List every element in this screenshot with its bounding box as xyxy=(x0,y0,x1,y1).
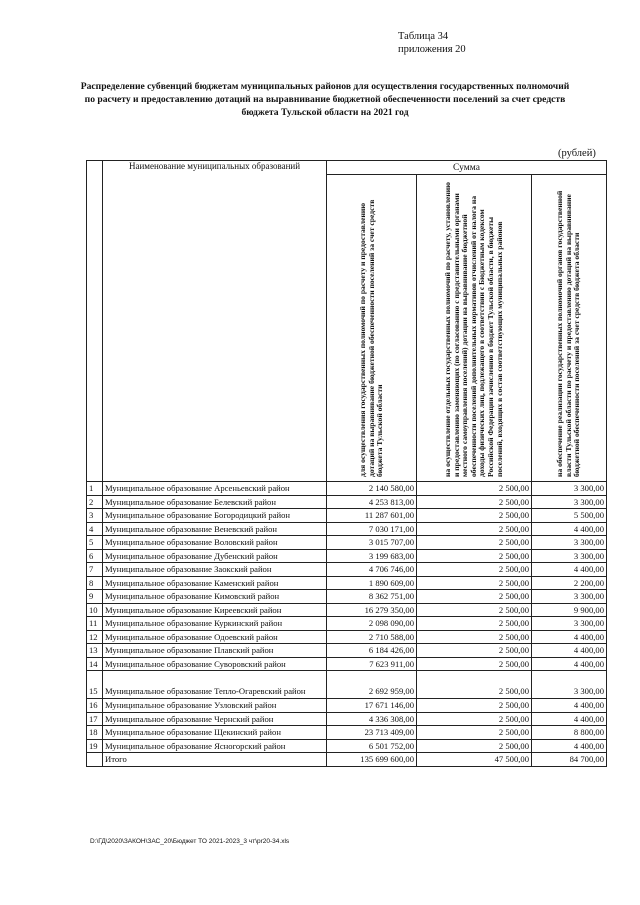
row-value-1: 4 253 813,00 xyxy=(327,495,417,509)
row-value-1: 3 199 683,00 xyxy=(327,549,417,563)
row-number: 4 xyxy=(87,522,103,536)
row-number: 14 xyxy=(87,657,103,671)
row-value-1: 11 287 601,00 xyxy=(327,509,417,523)
header-sub-3 xyxy=(532,175,607,482)
header-sub-2-text: на осуществление отдельных государственных полномочий по расчету, установлению и предоставлению заменяющих (по согласованию с представительными органами местного самоуправления поселений) дотации на выравнивание бюджетной обеспеченности поселений дополнительных нормативов отчислений от налога на доходы физических лиц, подлежащего в соответствии с Бюджетным кодексом Российской Федерации зачислению в бюджет Тульской области, в бюджеты поселений, входящих в состав соответствующих муниципальных районов xyxy=(443,182,504,477)
table-row xyxy=(87,590,607,604)
table-row xyxy=(87,671,607,699)
row-value-2: 2 500,00 xyxy=(417,522,532,536)
row-number: 3 xyxy=(87,509,103,523)
row-value-1: 7 030 171,00 xyxy=(327,522,417,536)
row-value-1: 1 890 609,00 xyxy=(327,576,417,590)
row-value-3: 2 200,00 xyxy=(532,576,607,590)
row-number: 1 xyxy=(87,482,103,496)
title-line-2: по расчету и предоставлению дотаций на выравнивание бюджетной обеспеченности поселений за счет средств xyxy=(84,94,566,105)
table-row xyxy=(87,495,607,509)
row-value-2: 2 500,00 xyxy=(417,699,532,713)
row-value-2: 2 500,00 xyxy=(417,630,532,644)
header-sub-2 xyxy=(417,175,532,482)
row-number: 2 xyxy=(87,495,103,509)
row-name: Муниципальное образование Суворовский район xyxy=(103,657,327,671)
row-value-3: 4 400,00 xyxy=(532,630,607,644)
row-number: 16 xyxy=(87,699,103,713)
row-value-2: 2 500,00 xyxy=(417,576,532,590)
row-value-1: 16 279 350,00 xyxy=(327,603,417,617)
row-value-3: 4 400,00 xyxy=(532,657,607,671)
row-number: 8 xyxy=(87,576,103,590)
row-value-2: 2 500,00 xyxy=(417,482,532,496)
row-number: 12 xyxy=(87,630,103,644)
table-row xyxy=(87,644,607,658)
total-value-2: 47 500,00 xyxy=(417,753,532,767)
row-name: Муниципальное образование Киреевский район xyxy=(103,603,327,617)
row-value-2: 2 500,00 xyxy=(417,495,532,509)
row-name: Муниципальное образование Каменский район xyxy=(103,576,327,590)
row-number: 5 xyxy=(87,536,103,550)
row-value-3: 3 300,00 xyxy=(532,671,607,699)
row-value-1: 23 713 409,00 xyxy=(327,726,417,740)
units-label: (рублей) xyxy=(558,148,596,159)
table-number: Таблица 34 xyxy=(398,31,449,42)
row-value-3: 3 300,00 xyxy=(532,549,607,563)
table-row xyxy=(87,712,607,726)
row-value-1: 7 623 911,00 xyxy=(327,657,417,671)
document-title xyxy=(70,80,580,119)
table-row xyxy=(87,699,607,713)
row-value-1: 6 501 752,00 xyxy=(327,739,417,753)
row-value-2: 2 500,00 xyxy=(417,644,532,658)
row-value-2: 2 500,00 xyxy=(417,536,532,550)
row-number: 9 xyxy=(87,590,103,604)
row-value-1: 17 671 146,00 xyxy=(327,699,417,713)
header-sum: Сумма xyxy=(327,161,607,175)
row-value-2: 2 500,00 xyxy=(417,617,532,631)
row-name: Муниципальное образование Арсеньевский район xyxy=(103,482,327,496)
row-name: Муниципальное образование Плавский район xyxy=(103,644,327,658)
table-body xyxy=(87,482,607,767)
table-row xyxy=(87,576,607,590)
row-number: 15 xyxy=(87,671,103,699)
row-name: Муниципальное образование Белевский район xyxy=(103,495,327,509)
row-value-1: 2 710 588,00 xyxy=(327,630,417,644)
row-value-1: 4 336 308,00 xyxy=(327,712,417,726)
table-row xyxy=(87,509,607,523)
row-value-1: 6 184 426,00 xyxy=(327,644,417,658)
header-sub-3-text: на обеспечение реализации государственных полномочий органов государственной власти Тульской области по расчету и предоставлению дотаций на выравнивание бюджетной обеспеченности поселений за счет средств бюджета области xyxy=(555,190,582,477)
row-value-3: 9 900,00 xyxy=(532,603,607,617)
file-path-footer: D:\ГД\2020\ЗАКОН\ЗАС_20\Бюджет ТО 2021-2023_3 чт\pr20-34.xls xyxy=(90,838,290,845)
row-number: 17 xyxy=(87,712,103,726)
row-value-3: 4 400,00 xyxy=(532,699,607,713)
row-number: 19 xyxy=(87,739,103,753)
table-row xyxy=(87,522,607,536)
title-line-3: бюджета Тульской области на 2021 год xyxy=(241,107,409,118)
row-name: Муниципальное образование Одоевский район xyxy=(103,630,327,644)
distribution-table xyxy=(86,160,607,767)
row-number: 7 xyxy=(87,563,103,577)
row-name: Муниципальное образование Дубенский район xyxy=(103,549,327,563)
row-value-2: 2 500,00 xyxy=(417,671,532,699)
header-name: Наименование муниципальных образований xyxy=(103,161,327,482)
row-value-1: 2 098 090,00 xyxy=(327,617,417,631)
row-name: Муниципальное образование Тепло-Огаревский район xyxy=(103,671,327,699)
row-value-3: 4 400,00 xyxy=(532,563,607,577)
table-row xyxy=(87,563,607,577)
row-value-2: 2 500,00 xyxy=(417,590,532,604)
row-name: Муниципальное образование Щекинский район xyxy=(103,726,327,740)
row-name: Муниципальное образование Чернский район xyxy=(103,712,327,726)
row-value-2: 2 500,00 xyxy=(417,549,532,563)
row-number: 11 xyxy=(87,617,103,631)
row-value-2: 2 500,00 xyxy=(417,603,532,617)
table-row xyxy=(87,657,607,671)
row-name: Муниципальное образование Богородицкий район xyxy=(103,509,327,523)
row-value-3: 3 300,00 xyxy=(532,482,607,496)
table-row xyxy=(87,726,607,740)
row-value-2: 2 500,00 xyxy=(417,726,532,740)
row-value-2: 2 500,00 xyxy=(417,509,532,523)
row-value-3: 4 400,00 xyxy=(532,739,607,753)
row-name: Муниципальное образование Воловский район xyxy=(103,536,327,550)
row-name: Муниципальное образование Куркинский район xyxy=(103,617,327,631)
row-value-2: 2 500,00 xyxy=(417,739,532,753)
row-value-2: 2 500,00 xyxy=(417,712,532,726)
row-value-1: 2 692 959,00 xyxy=(327,671,417,699)
row-value-1: 3 015 707,00 xyxy=(327,536,417,550)
row-value-3: 4 400,00 xyxy=(532,522,607,536)
table-row xyxy=(87,603,607,617)
total-number xyxy=(87,753,103,767)
table-row xyxy=(87,630,607,644)
row-value-1: 8 362 751,00 xyxy=(327,590,417,604)
row-value-3: 3 300,00 xyxy=(532,617,607,631)
table-row xyxy=(87,739,607,753)
row-name: Муниципальное образование Узловский район xyxy=(103,699,327,713)
row-value-1: 4 706 746,00 xyxy=(327,563,417,577)
row-name: Муниципальное образование Ясногорский район xyxy=(103,739,327,753)
row-number: 6 xyxy=(87,549,103,563)
row-value-3: 4 400,00 xyxy=(532,712,607,726)
row-value-2: 2 500,00 xyxy=(417,563,532,577)
total-value-1: 135 699 600,00 xyxy=(327,753,417,767)
appendix-label: приложения 20 xyxy=(398,44,466,55)
row-name: Муниципальное образование Кимовский район xyxy=(103,590,327,604)
total-row xyxy=(87,753,607,767)
row-value-3: 5 500,00 xyxy=(532,509,607,523)
row-value-3: 3 300,00 xyxy=(532,590,607,604)
row-number: 13 xyxy=(87,644,103,658)
row-value-3: 3 300,00 xyxy=(532,495,607,509)
total-value-3: 84 700,00 xyxy=(532,753,607,767)
header-sub-1 xyxy=(327,175,417,482)
table-caption xyxy=(398,30,466,56)
row-value-3: 3 300,00 xyxy=(532,536,607,550)
row-number: 10 xyxy=(87,603,103,617)
header-number-cell xyxy=(87,161,103,482)
header-sub-1-text: для осуществления государственных полномочий по расчету и предоставлению дотаций на выравнивание бюджетной обеспеченности поселений за счет средств бюджета Тульской области xyxy=(357,199,384,477)
row-value-3: 4 400,00 xyxy=(532,644,607,658)
title-line-1: Распределение субвенций бюджетам муниципальных районов для осуществления государственных полномочий xyxy=(80,81,570,92)
row-value-3: 8 800,00 xyxy=(532,726,607,740)
row-name: Муниципальное образование Веневский район xyxy=(103,522,327,536)
total-label: Итого xyxy=(103,753,327,767)
row-value-2: 2 500,00 xyxy=(417,657,532,671)
row-name: Муниципальное образование Заокский район xyxy=(103,563,327,577)
row-value-1: 2 140 580,00 xyxy=(327,482,417,496)
row-number: 18 xyxy=(87,726,103,740)
table-row xyxy=(87,482,607,496)
table-row xyxy=(87,549,607,563)
table-row xyxy=(87,536,607,550)
table-row xyxy=(87,617,607,631)
